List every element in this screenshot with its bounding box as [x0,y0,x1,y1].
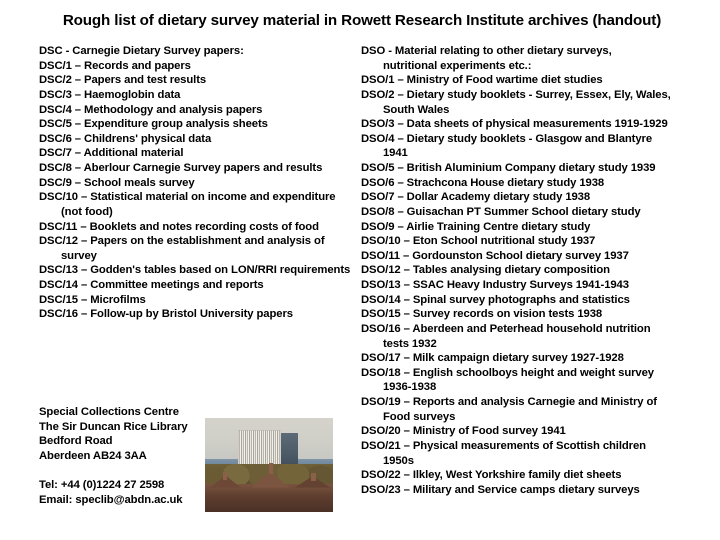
list-item: DSO/17 – Milk campaign dietary survey 1927-1928 [361,352,624,365]
list-item: DSO/7 – Dollar Academy dietary study 1938 [361,191,591,204]
list-item-continuation: (not food) [61,205,113,218]
list-item: DSC/1 – Records and papers [39,59,191,72]
list-item: DSO/14 – Spinal survey photographs and statistics [361,293,630,306]
list-item-continuation: 1941 [383,147,408,160]
list-item-continuation: 1950s [383,454,414,467]
list-item: DSO/4 – Dietary study booklets - Glasgow and Blantyre [361,132,653,145]
list-item: DSC/11 – Booklets and notes recording costs of food [39,220,319,233]
right-column-list [361,44,673,497]
right-column-heading: DSO - Material relating to other dietary surveys, [361,45,612,57]
list-item: DSC/12 – Papers on the establishment and analysis of [39,235,325,248]
list-item: DSC/13 – Godden's tables based on LON/RRI requirements [39,264,351,277]
contact-email: Email: speclib@abdn.ac.uk [39,493,183,506]
list-item: DSO/22 – Ilkley, West Yorkshire family diet sheets [361,469,622,482]
list-item-continuation: tests 1932 [383,337,437,350]
list-item: DSC/16 – Follow-up by Bristol University papers [39,308,293,321]
list-item: DSC/15 – Microfilms [39,293,146,306]
list-item: DSO/12 – Tables analysing dietary composition [361,264,610,277]
list-item: DSO/9 – Airlie Training Centre dietary study [361,220,591,233]
contact-spacer [39,464,188,479]
contact-details [39,405,188,507]
list-item: DSO/18 – English schoolboys height and weight survey [361,366,654,379]
list-item: DSC/9 – School meals survey [39,176,195,189]
list-item-continuation: South Wales [383,103,450,116]
contact-telephone: Tel: +44 (0)1224 27 2598 [39,479,165,492]
list-item: DSO/11 – Gordounston School dietary survey 1937 [361,249,629,262]
list-item: DSO/1 – Ministry of Food wartime diet studies [361,74,603,87]
list-item: DSO/6 – Strachcona House dietary study 1938 [361,176,605,189]
list-item-continuation: Food surveys [383,410,456,423]
list-item-continuation: survey [61,249,97,262]
contact-organisation: Special Collections Centre [39,406,179,418]
left-column-list [39,44,361,322]
right-column-heading-continuation: nutritional experiments etc.: [383,59,532,72]
list-item: DSO/15 – Survey records on vision tests 1938 [361,308,603,321]
left-column-heading: DSC - Carnegie Dietary Survey papers: [39,45,244,57]
list-item: DSC/6 – Childrens' physical data [39,132,212,145]
list-item: DSO/3 – Data sheets of physical measurements 1919-1929 [361,118,668,131]
list-item: DSO/10 – Eton School nutritional study 1937 [361,235,596,248]
list-item: DSC/4 – Methodology and analysis papers [39,103,263,116]
library-photograph [205,418,333,512]
list-item: DSO/20 – Ministry of Food survey 1941 [361,425,566,438]
list-item: DSO/19 – Reports and analysis Carnegie and Ministry of [361,396,657,408]
page-title: Rough list of dietary survey material in Rowett Research Institute archives (handout) [62,12,662,29]
list-item: DSO/16 – Aberdeen and Peterhead household nutrition [361,322,651,335]
photo-chimney-left [223,472,227,480]
list-item: DSO/23 – Military and Service camps dietary surveys [361,483,640,496]
contact-city-postcode: Aberdeen AB24 3AA [39,449,147,462]
list-item: DSO/2 – Dietary study booklets - Surrey, Essex, Ely, Wales, [361,88,671,101]
photo-library-tower [238,430,280,469]
list-item: DSC/2 – Papers and test results [39,74,207,87]
list-item: DSC/14 – Committee meetings and reports [39,279,264,291]
list-item: DSC/5 – Expenditure group analysis sheets [39,118,268,131]
list-item: DSO/5 – British Aluminium Company dietary study 1939 [361,162,656,174]
list-item: DSC/7 – Additional material [39,147,184,160]
photo-rooftops [205,484,333,512]
contact-street: Bedford Road [39,435,113,448]
list-item: DSO/21 – Physical measurements of Scottish children [361,439,646,452]
list-item: DSO/8 – Guisachan PT Summer School dietary study [361,205,641,218]
photo-chimney-right [311,473,315,481]
list-item: DSC/10 – Statistical material on income and expenditure [39,191,336,204]
list-item: DSO/13 – SSAC Heavy Industry Surveys 1941-1943 [361,279,629,291]
list-item: DSC/8 – Aberlour Carnegie Survey papers and results [39,162,323,174]
list-item: DSC/3 – Haemoglobin data [39,88,181,101]
contact-building: The Sir Duncan Rice Library [39,420,188,433]
list-item-continuation: 1936-1938 [383,381,437,394]
photo-adjacent-tower [281,433,299,467]
photo-chimney-centre [269,463,273,474]
